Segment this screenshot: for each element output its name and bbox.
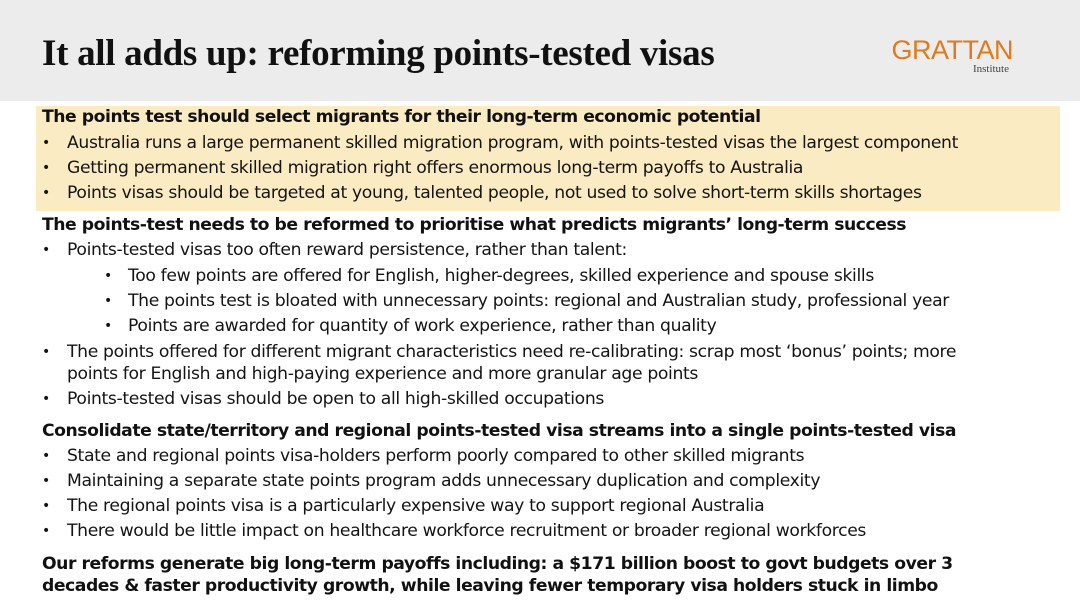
- section-heading-3: Consolidate state/territory and regional points-tested visa streams into a single points-tested visa: [42, 421, 957, 441]
- bullet-icon: •: [42, 498, 51, 514]
- logo-subtitle: Institute: [972, 63, 1009, 75]
- list-item: There would be little impact on healthcare workforce recruitment or broader regional workforces: [67, 521, 867, 541]
- sub-bullet-icon: •: [104, 293, 113, 309]
- logo-wordmark: GRATTAN: [891, 35, 1013, 65]
- bullet-icon: •: [42, 448, 51, 464]
- list-item: Points-tested visas should be open to all high-skilled occupations: [67, 389, 604, 409]
- list-item: Getting permanent skilled migration right offers enormous long-term payoffs to Australia: [67, 158, 804, 178]
- sub-list-item: Points are awarded for quantity of work experience, rather than quality: [128, 316, 717, 336]
- bullet-icon: •: [42, 391, 51, 407]
- bullet-icon: •: [42, 242, 51, 258]
- bullet-icon: •: [42, 185, 51, 201]
- list-item: Australia runs a large permanent skilled migration program, with points-tested visas the largest component: [67, 133, 958, 153]
- list-item: The regional points visa is a particularly expensive way to support regional Australia: [67, 496, 765, 516]
- bullet-icon: •: [42, 473, 51, 489]
- list-item: State and regional points visa-holders perform poorly compared to other skilled migrants: [67, 446, 805, 466]
- list-item: Points visas should be targeted at young, talented people, not used to solve short-term skills shortages: [67, 183, 922, 203]
- slide-title: It all adds up: reforming points-tested visas: [42, 33, 715, 74]
- sub-list-item: The points test is bloated with unnecessary points: regional and Australian study, professional year: [128, 291, 950, 311]
- list-item: Points-tested visas too often reward persistence, rather than talent:: [67, 240, 627, 260]
- sub-bullet-icon: •: [104, 268, 113, 284]
- bullet-icon: •: [42, 523, 51, 539]
- list-item: Maintaining a separate state points program adds unnecessary duplication and complexity: [67, 471, 821, 491]
- bullet-icon: •: [42, 344, 51, 360]
- conclusion-heading-continuation: decades & faster productivity growth, while leaving fewer temporary visa holders stuck in limbo: [42, 576, 938, 596]
- section-heading-2: The points-test needs to be reformed to prioritise what predicts migrants’ long-term success: [42, 215, 907, 235]
- bullet-icon: •: [42, 160, 51, 176]
- sub-bullet-icon: •: [104, 318, 113, 334]
- section-heading-1: The points test should select migrants for their long-term economic potential: [42, 107, 761, 127]
- list-item-continuation: points for English and high-paying experience and more granular age points: [67, 364, 699, 384]
- bullet-icon: •: [42, 135, 51, 151]
- sub-list-item: Too few points are offered for English, higher-degrees, skilled experience and spouse skills: [128, 266, 874, 286]
- conclusion-heading: Our reforms generate big long-term payoffs including: a $171 billion boost to govt budgets over 3: [42, 554, 953, 574]
- list-item: The points offered for different migrant characteristics need re-calibrating: scrap most ‘bonus’ points; more: [67, 342, 957, 362]
